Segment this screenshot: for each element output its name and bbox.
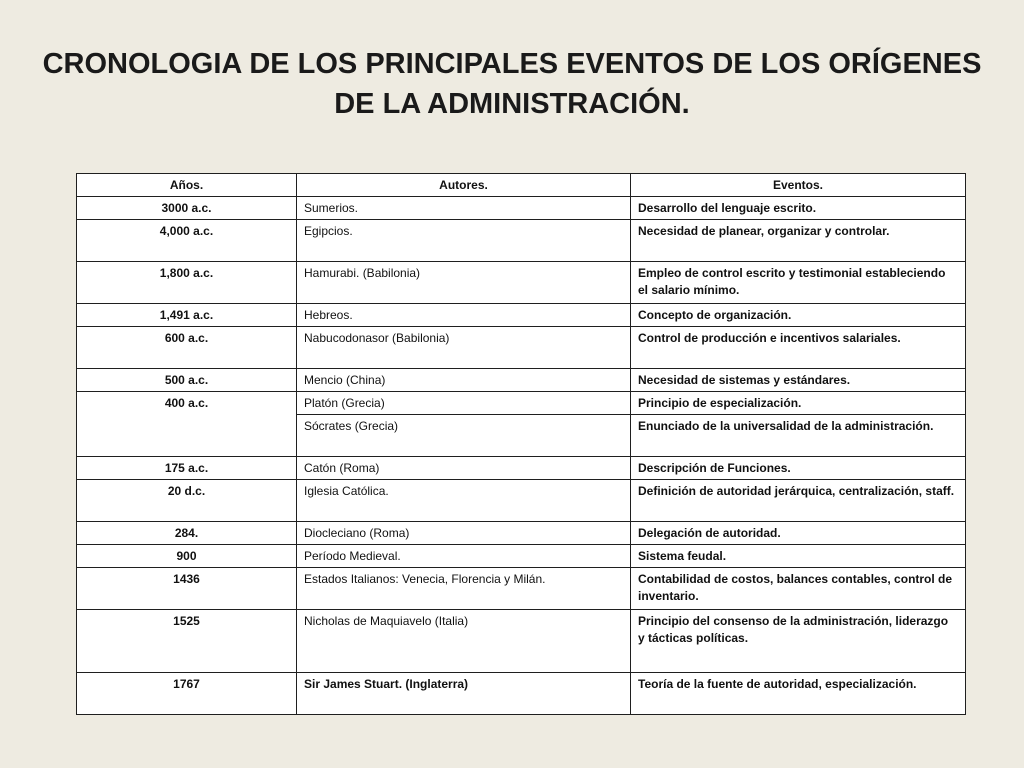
event-cell: Enunciado de la universalidad de la administración. (631, 415, 966, 457)
author-cell: Diocleciano (Roma) (297, 522, 631, 545)
event-cell: Sistema feudal. (631, 545, 966, 568)
page-title (40, 44, 984, 124)
table-row (77, 327, 966, 369)
author-cell: Período Medieval. (297, 545, 631, 568)
event-cell: Principio de especialización. (631, 392, 966, 415)
author-cell: Estados Italianos: Venecia, Florencia y Milán. (297, 568, 631, 610)
author-cell: Platón (Grecia) (297, 392, 631, 415)
chronology-table (76, 173, 966, 715)
year-cell: 20 d.c. (77, 480, 297, 522)
table-row (77, 392, 966, 415)
author-cell: Sócrates (Grecia) (297, 415, 631, 457)
header-authors: Autores. (297, 174, 631, 197)
author-cell: Egipcios. (297, 220, 631, 262)
table-row (77, 568, 966, 610)
author-cell: Sir James Stuart. (Inglaterra) (297, 673, 631, 715)
event-cell: Concepto de organización. (631, 304, 966, 327)
table-row (77, 197, 966, 220)
table-row (77, 457, 966, 480)
year-cell: 1767 (77, 673, 297, 715)
title-line-2: DE LA ADMINISTRACIÓN. (334, 88, 690, 120)
year-cell: 1436 (77, 568, 297, 610)
header-years: Años. (77, 174, 297, 197)
event-cell: Teoría de la fuente de autoridad, especialización. (631, 673, 966, 715)
event-cell: Necesidad de planear, organizar y controlar. (631, 220, 966, 262)
year-cell: 900 (77, 545, 297, 568)
author-cell: Hamurabi. (Babilonia) (297, 262, 631, 304)
table-row (77, 673, 966, 715)
author-cell: Iglesia Católica. (297, 480, 631, 522)
year-cell: 600 a.c. (77, 327, 297, 369)
event-cell: Necesidad de sistemas y estándares. (631, 369, 966, 392)
event-cell: Empleo de control escrito y testimonial estableciendo el salario mínimo. (631, 262, 966, 304)
year-cell: 400 a.c. (77, 392, 297, 457)
table-row (77, 610, 966, 673)
year-cell: 500 a.c. (77, 369, 297, 392)
year-cell: 1,491 a.c. (77, 304, 297, 327)
table-row (77, 220, 966, 262)
year-cell: 175 a.c. (77, 457, 297, 480)
table-row (77, 522, 966, 545)
table-header-row (77, 174, 966, 197)
table-row (77, 262, 966, 304)
author-cell: Sumerios. (297, 197, 631, 220)
event-cell: Desarrollo del lenguaje escrito. (631, 197, 966, 220)
year-cell: 1525 (77, 610, 297, 673)
title-line-1: CRONOLOGIA DE LOS PRINCIPALES EVENTOS DE LOS ORÍGENES (42, 48, 982, 80)
author-cell: Catón (Roma) (297, 457, 631, 480)
author-cell: Mencio (China) (297, 369, 631, 392)
table-row (77, 545, 966, 568)
event-cell: Descripción de Funciones. (631, 457, 966, 480)
event-cell: Contabilidad de costos, balances contables, control de inventario. (631, 568, 966, 610)
table-row (77, 304, 966, 327)
event-cell: Delegación de autoridad. (631, 522, 966, 545)
table-row (77, 480, 966, 522)
author-cell: Hebreos. (297, 304, 631, 327)
event-cell: Principio del consenso de la administración, liderazgo y tácticas políticas. (631, 610, 966, 673)
year-cell: 3000 a.c. (77, 197, 297, 220)
table-row (77, 369, 966, 392)
year-cell: 4,000 a.c. (77, 220, 297, 262)
header-events: Eventos. (631, 174, 966, 197)
event-cell: Control de producción e incentivos salariales. (631, 327, 966, 369)
year-cell: 284. (77, 522, 297, 545)
author-cell: Nabucodonasor (Babilonia) (297, 327, 631, 369)
event-cell: Definición de autoridad jerárquica, centralización, staff. (631, 480, 966, 522)
year-cell: 1,800 a.c. (77, 262, 297, 304)
author-cell: Nicholas de Maquiavelo (Italia) (297, 610, 631, 673)
